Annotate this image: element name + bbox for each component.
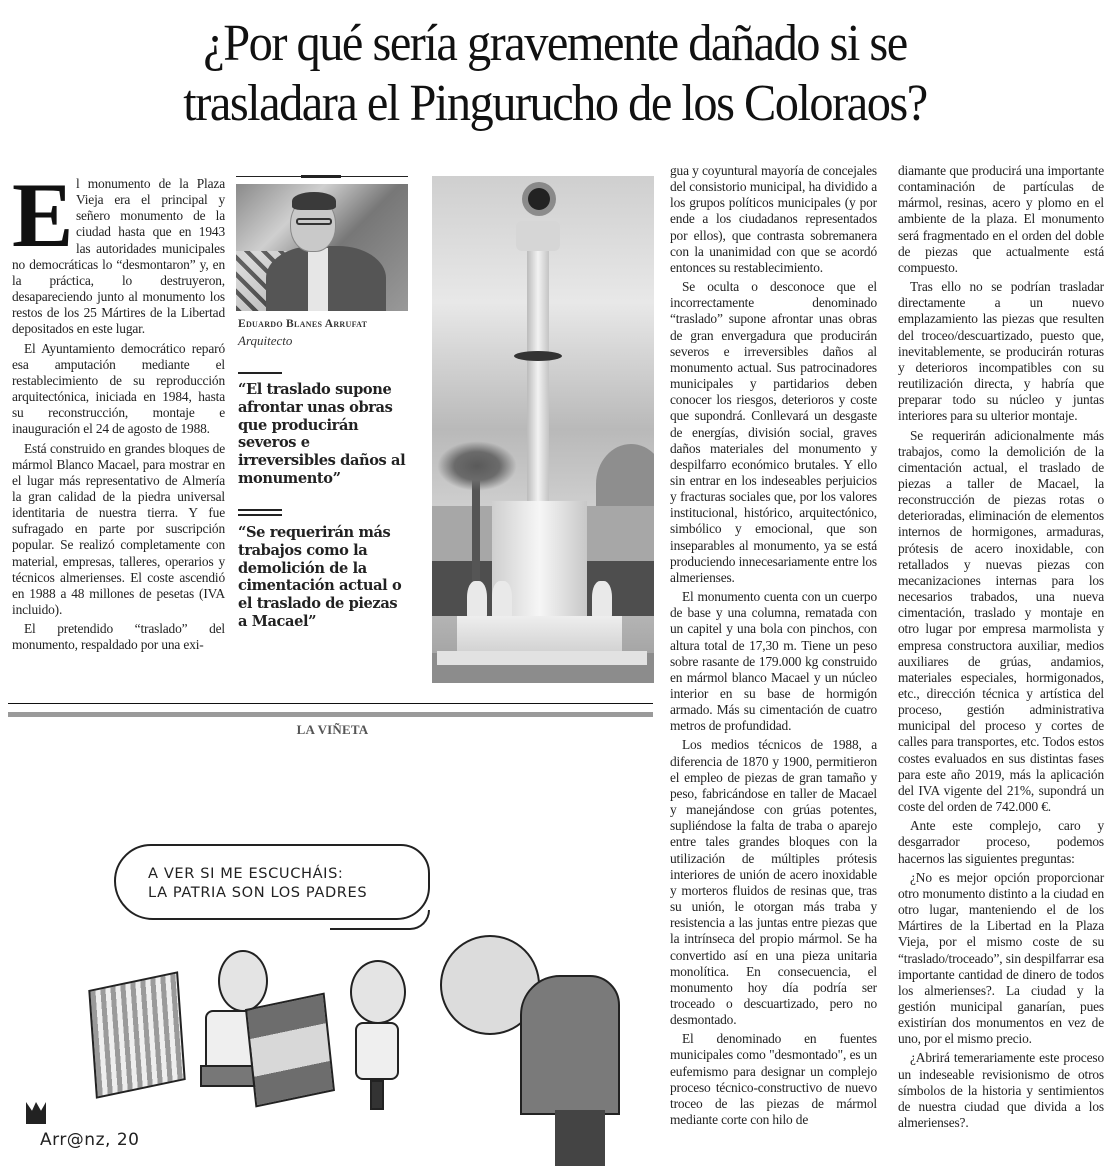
paragraph: Se oculta o desconoce que el incorrectamente denominado “traslado” supone afrontar unas obras de gran envergadura que producirán severos e irreversibles daños al monumento actual. Sus patrocinadores municipales y partidarios deben conocer los riesgos, deterioros y coste que supondrá. Conllevará un desgaste de energías, división social, graves daños materiales del monumento y despilfarro económico brutales. Y ello sin entrar en los indeseables perjuicios y fracturas sociales que, por los valores institucional, histórico, arquitectónico, simbólico y emocional, que son inseparables al monumento, ya se está produciendo innecesariamente entre los almerienses. <box>670 279 877 585</box>
paragraph-1: El monumento de la Plaza Vieja era el principal y señero monumento de la ciudad hasta que en 1943 las autoridades municipales no democráticas lo “desmontaron” y, en la práctica, lo destruyeron, desapareciendo junto al monumento los restos de los 25 Mártires de la Libertad depositados en este lugar. <box>12 164 225 337</box>
author-photo <box>236 184 408 311</box>
speech-text: A VER SI ME ESCUCHÁIS: LA PATRIA SON LOS PADRES <box>148 865 368 901</box>
pullquote-divider <box>238 514 282 516</box>
pullquote-divider <box>238 509 282 511</box>
cartoonist-signature: Arr@nz, 20 <box>40 1130 140 1150</box>
article-column-1 <box>12 164 225 657</box>
monument-photo <box>432 176 654 683</box>
pullquote-1: “El traslado supone afrontar unas obras que producirán severos e irreversibles daños al monumento” <box>238 381 406 487</box>
section-bar <box>8 712 653 717</box>
author-name: Eduardo Blanes Arrufat <box>238 318 368 330</box>
headline-line-2: trasladara el Pingurucho de los Coloraos? <box>183 75 927 132</box>
pullquote-2: “Se requerirán más trabajos como la demolición de la cimentación actual o el traslado de piezas a Macael” <box>238 524 402 630</box>
girl-figure <box>218 950 268 1012</box>
estelada-flag <box>88 971 185 1099</box>
author-role: Arquitecto <box>238 333 293 348</box>
paragraph-4: El pretendido “traslado” del monumento, respaldado por una exi- <box>12 621 225 653</box>
cartoon <box>0 760 665 1160</box>
paragraph: Los medios técnicos de 1988, a diferencia de 1870 y 1900, permitieron el empleo de piezas de gran tamaño y peso, fabricándose en taller de Macael y manejándose con grúas potentes, supliéndose la falta de traba o aparejo entre tales grandes bloques con la utilización de múltiples prótesis interiores de unión de acero inoxidable y morteros fluidos de resinas que, tras su unión, le otorgan más traba y resistencia a las juntas entre piezas que la intrínseca del propio mármol. Se ha convertido así en una pieza unitaria monolítica. En consecuencia, el monumento hoy día podría ser troceado o descuartizado, pero no desmontado. <box>670 737 877 1028</box>
signature-hat-icon <box>26 1102 46 1124</box>
speech-bubble-tail <box>330 910 430 930</box>
pullquote-divider <box>238 372 282 374</box>
section-title: LA VIÑETA <box>296 722 369 737</box>
paragraph: diamante que producirá una importante contaminación de partículas de mármol, resinas, acero y plomo en el ambiente de la plaza. El monumento será fragmentado en el orden del doble de piezas que actualmente está compuesto. <box>898 163 1104 275</box>
headline <box>39 14 1071 134</box>
paragraph: Se requerirán adicionalmente más trabajos, como la demolición de la cimentación actual, el traslado de piezas a taller de Macael, la reconstrucción de piezas rotas o deterioradas, eliminación de elementos internos de hormigones, armaduras, prótesis de acero inoxidable, con retallados y nuevas piezas con mecanizaciones internas para los necesarios trabados, una nueva cimentación, traslado y montaje en otro lugar por empresa marmolista y empresa constructora auxiliar, medios auxiliares de grúas, andamios, materiales especiales, hormigonados, etc., dirección técnica y artística del proceso, gestión administrativa municipal del proceso y cortes de calles para transportes, etc. Todos estos costes evaluados en sus distintas fases para este año 2019, más la aplicación del IVA vigente del 21%, supondrá un coste del orden de 742.000 €. <box>898 427 1104 815</box>
article-column-4 <box>898 163 1104 1134</box>
headline-line-1: ¿Por qué sería gravemente dañado si se <box>203 15 907 72</box>
spanish-flag <box>245 992 335 1107</box>
paragraph: El monumento cuenta con un cuerpo de base y una columna, rematada con un capitel y una bola con pinchos, con altura total de 17,30 m. Tiene un peso sobre rasante de 179.000 kg construido en mármol blanco Macael y un núcleo interior en su base de hormigón armado. Más su cimentación de cuatro metros de profundidad. <box>670 589 877 734</box>
paragraph: gua y coyuntural mayoría de concejales del consistorio municipal, ha dividido a los grupos políticos municipales (y por ende a los ciudadanos representados por ellos), que contrasta sobremanera con la unanimidad con que se acordó entonces su restablecimiento. <box>670 163 877 275</box>
article-column-3 <box>670 163 877 1131</box>
section-divider <box>8 703 653 704</box>
drop-cap: E <box>12 164 74 266</box>
boy-figure <box>350 960 406 1024</box>
divider-accent <box>301 175 341 178</box>
paragraph: Tras ello no se podrían trasladar directamente a un nuevo emplazamiento las piezas que resulten del troceo/descuartizado, puesto que, inevitablemente, se producirán roturas y deterioros incompatibles con su reutilización directa, y habría que preparar todo su núcleo y juntas interiores para su ulterior montaje. <box>898 279 1104 424</box>
paragraph: ¿No es mejor opción proporcionar otro monumento distinto a la ciudad en otro lugar, manteniendo el de los Mártires de la Libertad en la Plaza Vieja, por el mismo coste de su “traslado/troceado”, sin despilfarrar esa importante cantidad de dinero de todos los almerienses?. La ciudad y la gestión municipal ganarían, pues existirían dos monumentos en vez de uno, por el mismo precio. <box>898 869 1104 1047</box>
paragraph: ¿Abrirá temerariamente este proceso un indeseable revisionismo de otros símbolos de la historia y sentimientos de nuestra ciudad que divida a los almerienses?. <box>898 1050 1104 1131</box>
paragraph: Ante este complejo, caro y desgarrador proceso, podemos hacernos las siguientes preguntas: <box>898 818 1104 866</box>
paragraph-2: El Ayuntamiento democrático reparó esa amputación mediante el restablecimiento de su reproducción arquitectónica, iniciada en 1984, hasta su reconstrucción, montaje e inauguración el 24 de agosto de 1988. <box>12 340 225 437</box>
paragraph: El denominado en fuentes municipales como "desmontado", es un eufemismo para designar un complejo proceso técnico-constructivo de nuevo troceo de las piezas de mármol mediante corte con hilo de <box>670 1031 877 1128</box>
paragraph-3: Está construido en grandes bloques de mármol Blanco Macael, para mostrar en el lugar más representativo de Almería la gran calidad de la piedra universal identitaria de nuestra tierra. Y fue sufragado en parte por suscripción popular. Se realizó completamente con material, empresas, talleres, operarios y técnicos almerienses. El coste ascendió en 1988 a 48 millones de pesetas (IVA incluido). <box>12 440 225 618</box>
